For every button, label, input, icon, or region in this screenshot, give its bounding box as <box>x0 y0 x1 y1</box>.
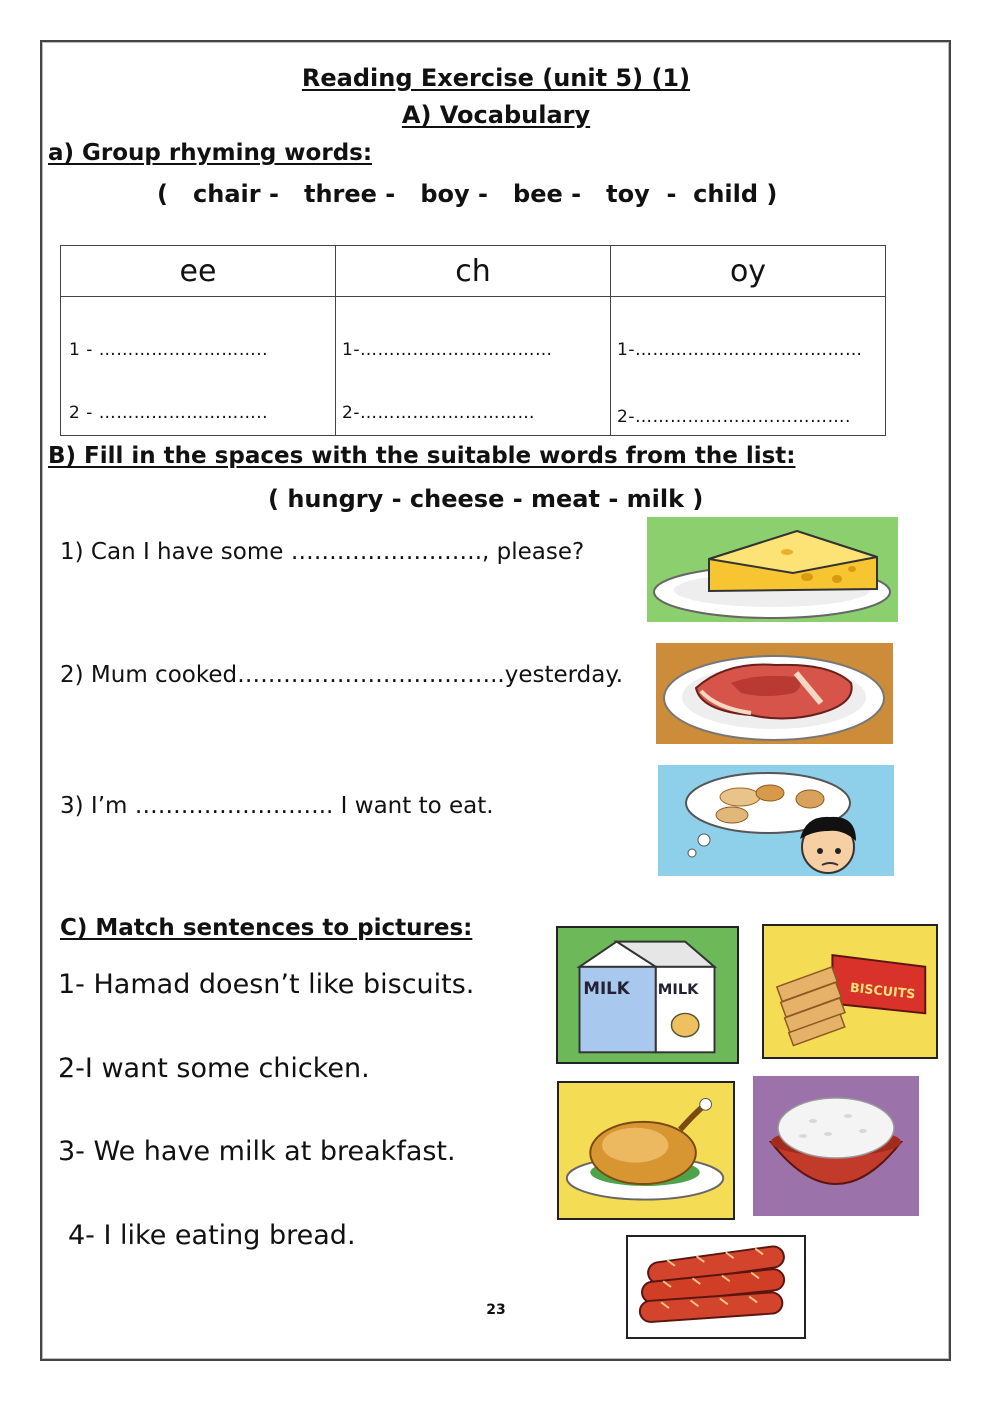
biscuits-package-text: BISCUITS <box>849 979 917 1002</box>
rhyming-instruction: a) Group rhyming words: <box>48 140 373 166</box>
column-header-ch: ch <box>336 246 611 297</box>
column-header-ee: ee <box>61 246 336 297</box>
fill-in-word-list: ( hungry - cheese - meat - milk ) <box>268 485 704 513</box>
page-number: 23 <box>486 1302 506 1318</box>
question-1[interactable]: 1) Can I have some ……………………., please? <box>60 539 585 565</box>
meat-picture <box>656 643 893 744</box>
ch-answer-line-2[interactable]: 2-………………………… <box>342 403 535 423</box>
cheese-picture <box>647 517 898 622</box>
column-header-oy: oy <box>611 246 886 297</box>
rice-picture[interactable] <box>753 1076 919 1216</box>
fill-in-instruction: B) Fill in the spaces with the suitable words from the list: <box>48 443 796 469</box>
milk-picture[interactable] <box>556 926 739 1064</box>
match-sentence-4[interactable]: 4- I like eating bread. <box>68 1220 356 1251</box>
ee-answer-line-2[interactable]: 2 - ……………………….. <box>69 403 269 423</box>
oy-answer-line-1[interactable]: 1-………………………………… <box>617 340 863 360</box>
milk-carton-text-1: MILK <box>583 979 630 999</box>
oy-answer-line-2[interactable]: 2-………………………………. <box>617 407 851 427</box>
ch-answer-line-1[interactable]: 1-…………………………… <box>342 340 553 360</box>
match-sentence-1[interactable]: 1- Hamad doesn’t like biscuits. <box>58 969 475 1000</box>
match-sentence-3[interactable]: 3- We have milk at breakfast. <box>58 1136 456 1167</box>
milk-carton-text-2: MILK <box>657 981 699 999</box>
question-2[interactable]: 2) Mum cooked……………………………..yesterday. <box>60 662 624 688</box>
rhyming-word-list: ( chair - three - boy - bee - toy - child ) <box>157 180 778 208</box>
match-instruction: C) Match sentences to pictures: <box>60 915 473 941</box>
worksheet-title: Reading Exercise (unit 5) (1) <box>301 64 691 92</box>
hungry-boy-picture <box>658 765 894 876</box>
sausages-picture[interactable] <box>626 1235 806 1339</box>
biscuits-picture[interactable] <box>762 924 938 1059</box>
question-3[interactable]: 3) I’m …………………….. I want to eat. <box>60 793 494 819</box>
match-sentence-2[interactable]: 2-I want some chicken. <box>58 1053 370 1084</box>
chicken-picture[interactable] <box>557 1081 735 1220</box>
section-a-heading: A) Vocabulary <box>401 101 591 129</box>
ee-answer-line-1[interactable]: 1 - ……………………….. <box>69 340 269 360</box>
